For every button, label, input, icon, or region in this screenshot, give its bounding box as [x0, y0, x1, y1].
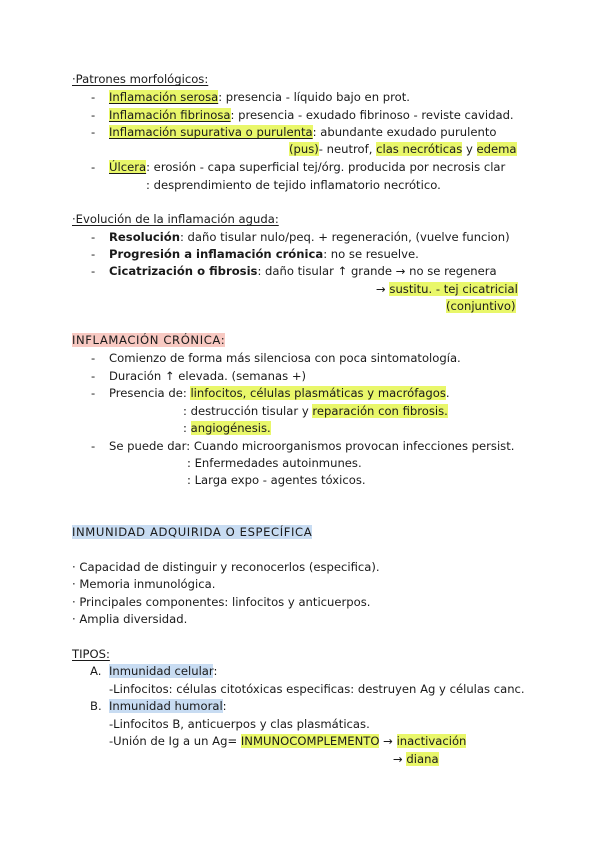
inmunidad-point-4: · Amplia diversidad.	[72, 612, 188, 626]
item-resolucion: Resolución: daño tisular nulo/peq. + regeneración, (vuelve funcion)	[109, 230, 510, 244]
bullet-dash: -	[91, 264, 96, 278]
inmunidad-point-3: · Principales componentes: linfocitos y anticuerpos.	[72, 595, 371, 609]
tipos-heading: TIPOS:	[72, 647, 110, 661]
tipo-humoral: Inmunidad humoral:	[109, 699, 227, 713]
evolucion-heading: ·Evolución de la inflamación aguda:	[72, 212, 279, 226]
bullet-dash: -	[91, 386, 96, 400]
inmunidad-point-1: · Capacidad de distinguir y reconocerlos (especifica).	[72, 560, 380, 574]
list-marker-a: A.	[90, 664, 102, 678]
item-cicatrizacion-cont: → sustitu. - tej cicatricial	[376, 282, 518, 296]
bullet-dash: -	[91, 247, 96, 261]
bullet-dash: -	[91, 230, 96, 244]
item-supurativa: Inflamación supurativa o purulenta: abundante exudado purulento	[109, 125, 497, 139]
bullet-dash: -	[91, 351, 96, 365]
bullet-dash: -	[91, 125, 96, 139]
item-progresion: Progresión a inflamación crónica: no se resuelve.	[109, 247, 419, 261]
bullet-dash: -	[91, 160, 96, 174]
cronica-item-3-cont1: : destrucción tisular y reparación con fibrosis.	[183, 404, 448, 418]
tipo-celular-desc: -Linfocitos: células citotóxicas especificas: destruyen Ag y células canc.	[109, 682, 525, 696]
item-supurativa-cont: (pus)- neutrof, clas necróticas y edema	[289, 142, 517, 156]
item-ulcera-cont: : desprendimiento de tejido inflamatorio necrótico.	[146, 178, 441, 192]
item-serosa: Inflamación serosa: presencia - líquido bajo en prot.	[109, 90, 410, 104]
bullet-dash: -	[91, 90, 96, 104]
cronica-item-3: Presencia de: linfocitos, células plasmáticas y macrófagos.	[109, 386, 450, 400]
cronica-item-4-cont2: : Larga expo - agentes tóxicos.	[187, 473, 366, 487]
cronica-item-1: Comienzo de forma más silenciosa con poca sintomatología.	[109, 351, 461, 365]
tipo-humoral-desc-2: -Unión de Ig a un Ag= INMUNOCOMPLEMENTO → inactivación	[109, 734, 467, 748]
tipo-humoral-desc-3: → diana	[393, 752, 439, 766]
inmunidad-point-2: · Memoria inmunológica.	[72, 577, 216, 591]
cronica-item-2: Duración ↑ elevada. (semanas +)	[109, 369, 307, 383]
bullet-dash: -	[91, 108, 96, 122]
bullet-dash: -	[91, 369, 96, 383]
cronica-item-4: Se puede dar: Cuando microorganismos provocan infecciones persist.	[109, 439, 515, 453]
item-ulcera: Úlcera: erosión - capa superficial tej/órg. producida por necrosis clar	[109, 160, 506, 174]
cronica-heading: INFLAMACIÓN CRÓNICA:	[72, 333, 226, 347]
item-cicatrizacion: Cicatrización o fibrosis: daño tisular ↑ grande → no se regenera	[109, 264, 497, 278]
tipo-humoral-desc-1: -Linfocitos B, anticuerpos y clas plasmáticas.	[109, 717, 370, 731]
list-marker-b: B.	[90, 699, 102, 713]
item-fibrinosa: Inflamación fibrinosa: presencia - exudado fibrinoso - reviste cavidad.	[109, 108, 514, 122]
cronica-item-3-cont2: : angiogénesis.	[183, 421, 271, 435]
tipo-celular: Inmunidad celular:	[109, 664, 218, 678]
bullet-dash: -	[91, 439, 96, 453]
inmunidad-heading: INMUNIDAD ADQUIRIDA O ESPECÍFICA	[72, 525, 313, 539]
cronica-item-4-cont1: : Enfermedades autoinmunes.	[187, 456, 362, 470]
item-cicatrizacion-cont2: (conjuntivo)	[446, 299, 516, 313]
patrones-heading: ·Patrones morfológicos:	[72, 72, 209, 86]
